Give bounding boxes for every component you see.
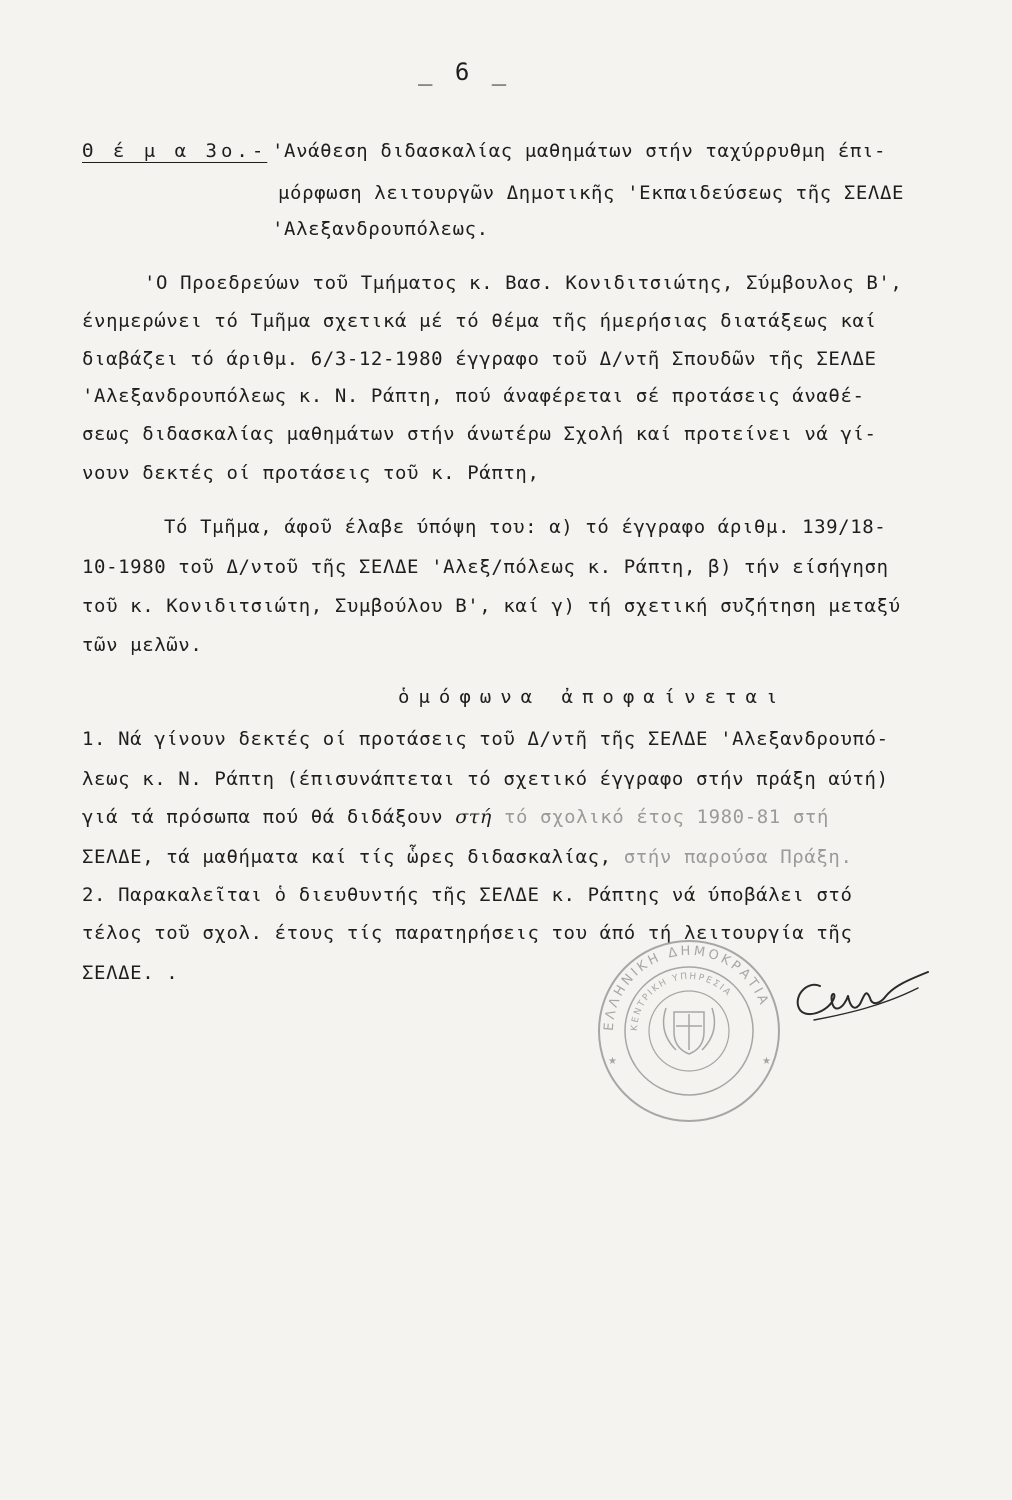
coat-of-arms-icon: [664, 1008, 715, 1054]
decision1-line-3-faded: τό σχολικό έτος 1980-81 στή: [503, 806, 829, 828]
seal-inner-text: ΚΕΝΤΡΙΚΗ ΥΠΗΡΕΣΙΑ: [629, 971, 734, 1032]
handwritten-signature: [786, 958, 936, 1028]
decision2-line-1: 2. Παρακαλεῖται ὁ διευθυντής τῆς ΣΕΛΔΕ κ. Ράπτης νά ύποβάλει στό: [82, 884, 853, 906]
svg-text:★: ★: [762, 1056, 771, 1067]
svg-text:ΕΛΛΗΝΙΚΗ ΔΗΜΟΚΡΑΤΙΑ: [602, 944, 772, 1032]
decision1-line-4-faded: στήν παρούσα Πράξη.: [623, 846, 853, 868]
paragraph1-line-1: 'Ο Προεδρεύων τοῦ Τμήματος κ. Βασ. Κονιδιτσιώτης, Σύμβουλος Β',: [144, 272, 903, 294]
paragraph1-line-3: διαβάζει τό άριθμ. 6/3-12-1980 έγγραφο τοῦ Δ/ντῆ Σπουδῶν τῆς ΣΕΛΔΕ: [82, 348, 877, 370]
svg-text:ΚΕΝΤΡΙΚΗ ΥΠΗΡΕΣΙΑ: [630, 972, 734, 1031]
paragraph1-line-6: νουν δεκτές οί προτάσεις τοῦ κ. Ράπτη,: [82, 462, 540, 484]
official-seal-stamp: [596, 938, 782, 1124]
paragraph2-line-2: 10-1980 τοῦ Δ/ντοῦ τῆς ΣΕΛΔΕ 'Αλεξ/πόλεως κ. Ράπτη, β) τήν είσήγηση: [82, 556, 889, 578]
subject-title-line-2: μόρφωση λειτουργῶν Δημοτικῆς 'Εκπαιδεύσεως τῆς ΣΕΛΔΕ: [278, 182, 905, 204]
decision1-line-3-main: γιά τά πρόσωπα πού θά διδάξουν: [82, 806, 444, 828]
decision1-line-2: λεως κ. Ν. Ράπτη (έπισυνάπτεται τό σχετικό έγγραφο στήν πράξη αύτή): [82, 768, 889, 790]
paragraph2-line-3: τοῦ κ. Κονιδιτσιώτη, Συμβούλου Β', καί γ) τή σχετική συζήτηση μεταξύ: [82, 595, 901, 617]
page-number: _ 6 _: [418, 58, 511, 86]
decision1-line-4: [82, 846, 853, 868]
decision1-line-1: 1. Νά γίνουν δεκτές οί προτάσεις τοῦ Δ/ντῆ τῆς ΣΕΛΔΕ 'Αλεξανδρουπό-: [82, 728, 889, 750]
decision1-line-4-main: ΣΕΛΔΕ, τά μαθήματα καί τίς ὧρες διδασκαλίας,: [82, 846, 612, 868]
decision2-line-3: ΣΕΛΔΕ. .: [82, 962, 179, 984]
decision1-line-3: [82, 806, 829, 828]
paragraph2-line-1: Τό Τμῆμα, άφοῦ έλαβε ύπόψη του: α) τό έγγραφο άριθμ. 139/18-: [164, 516, 887, 538]
subject-label-line: [82, 140, 267, 162]
decision-heading: ὁμόφωνα ἀποφαίνεται: [398, 686, 787, 708]
paragraph1-line-2: ένημερώνει τό Τμῆμα σχετικά μέ τό θέμα τῆς ήμερήσιας διατάξεως καί: [82, 310, 877, 332]
subject-title-line-1: 'Ανάθεση διδασκαλίας μαθημάτων στήν ταχύρρυθμη έπι-: [272, 140, 886, 162]
seal-outer-text: ΕΛΛΗΝΙΚΗ ΔΗΜΟΚΡΑΤΙΑ: [601, 943, 772, 1032]
paragraph1-line-5: σεως διδασκαλίας μαθημάτων στήν άνωτέρω Σχολή καί προτείνει νά γί-: [82, 423, 877, 445]
svg-text:★: ★: [608, 1056, 617, 1067]
subject-label: Θ έ μ α 3ο.-: [82, 140, 268, 162]
handwritten-insert: στή: [455, 806, 492, 828]
subject-title-line-3: 'Αλεξανδρουπόλεως.: [272, 218, 489, 240]
paragraph1-line-4: 'Αλεξανδρουπόλεως κ. Ν. Ράπτη, πού άναφέρεται σέ προτάσεις άναθέ-: [82, 385, 865, 407]
decision2-line-2: τέλος τοῦ σχολ. έτους τίς παρατηρήσεις του άπό τή λειτουργία τῆς: [82, 922, 853, 944]
paragraph2-line-4: τῶν μελῶν.: [82, 634, 203, 656]
